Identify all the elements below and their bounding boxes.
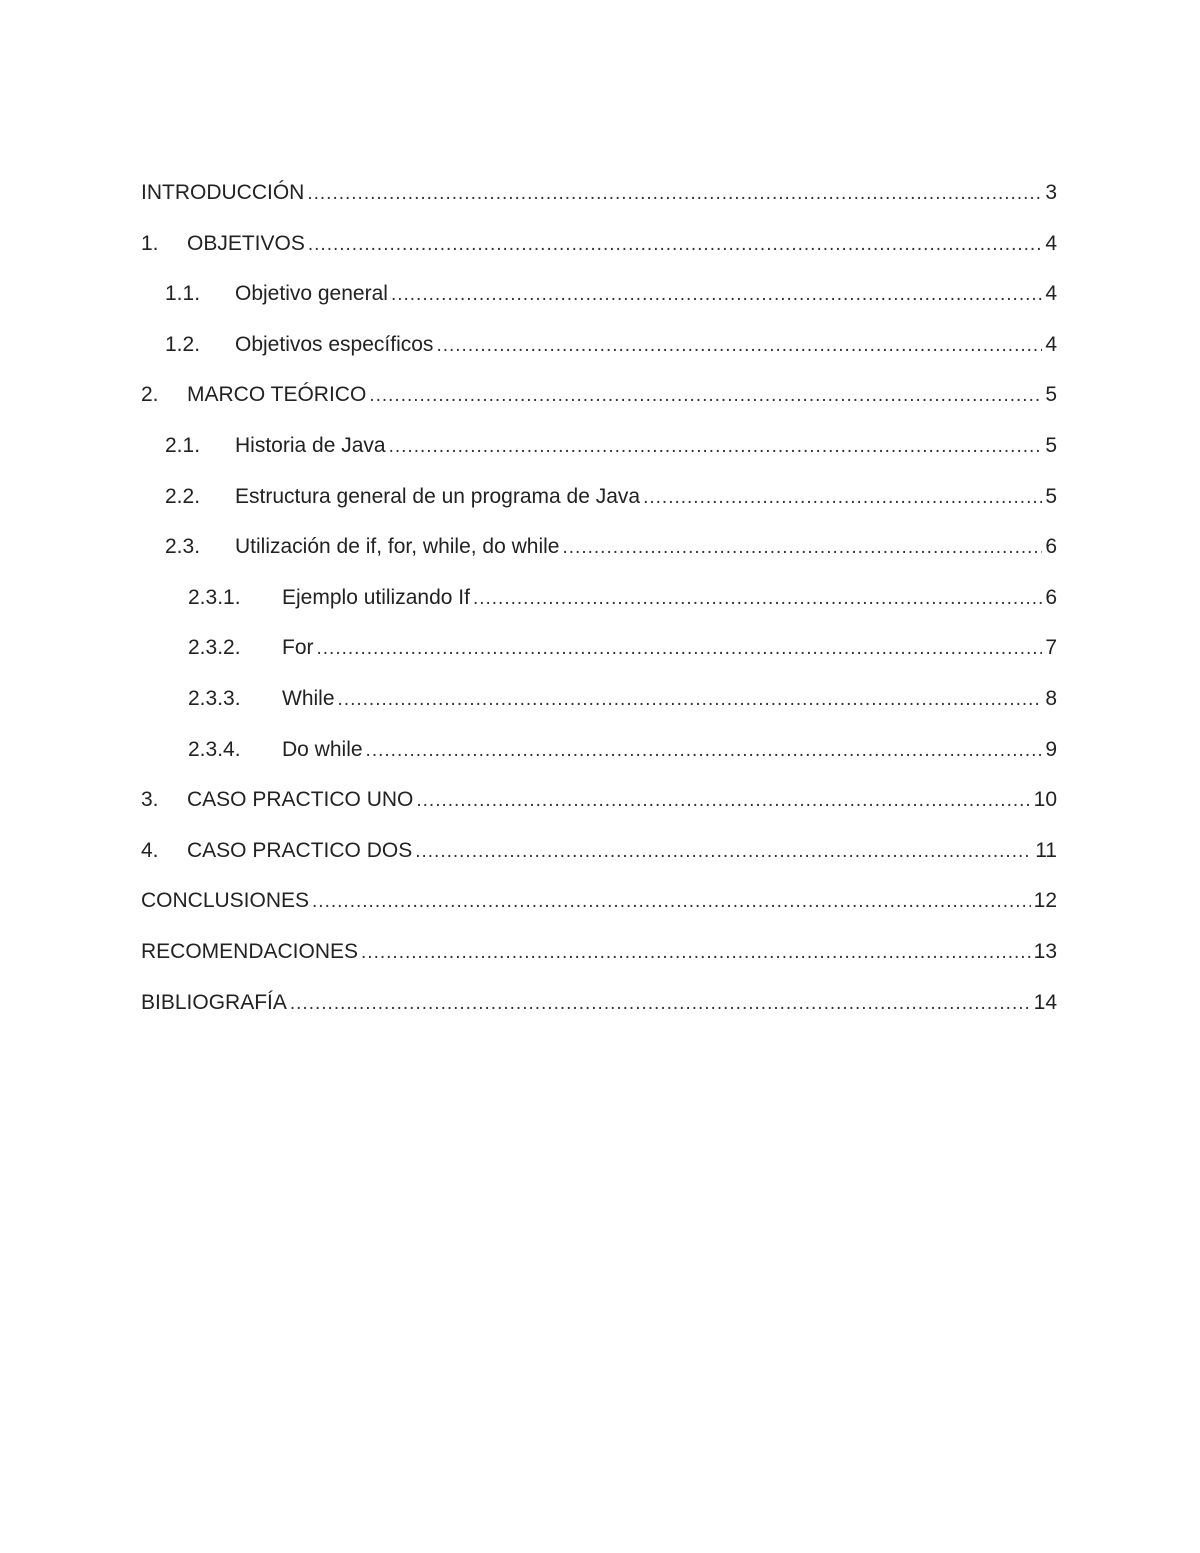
- toc-page-number: 10: [1033, 788, 1057, 812]
- toc-dot-leader: [338, 675, 1043, 726]
- toc-entry-title: BIBLIOGRAFÍA: [141, 990, 287, 1014]
- toc-entry-title: Utilización de if, for, while, do while: [235, 535, 560, 559]
- toc-page-number: 7: [1045, 636, 1057, 660]
- toc-page-number: 4: [1045, 332, 1057, 356]
- toc-dot-leader: [361, 928, 1031, 979]
- toc-page-number: 4: [1045, 282, 1057, 306]
- toc-entry-number: 2.3.4.: [188, 737, 241, 761]
- toc-page-number: 9: [1045, 737, 1057, 761]
- toc-entry-title: Estructura general de un programa de Java: [235, 484, 641, 508]
- toc-dot-leader: [366, 726, 1043, 777]
- toc-entry-title: While: [282, 686, 335, 710]
- toc-entry-number: 2.3.1.: [188, 585, 241, 609]
- toc-entry-estructura-general[interactable]: [141, 472, 1057, 523]
- toc-entry-title: CASO PRACTICO UNO: [187, 788, 414, 812]
- toc-dot-leader: [317, 624, 1043, 675]
- toc-dot-leader: [369, 371, 1042, 422]
- toc-dot-leader: [416, 776, 1030, 827]
- toc-entry-objetivos[interactable]: [141, 219, 1057, 270]
- toc-entry-number: 2.2.: [165, 484, 201, 508]
- toc-entry-caso-practico-dos[interactable]: [141, 826, 1057, 877]
- toc-entry-marco-teorico[interactable]: [141, 370, 1057, 421]
- toc-page-number: 13: [1033, 939, 1057, 963]
- toc-dot-leader: [473, 574, 1042, 625]
- toc-entry-number: 2.: [141, 383, 159, 407]
- toc-entry-number: 3.: [141, 788, 159, 812]
- toc-dot-leader: [308, 220, 1042, 271]
- toc-entry-number: 1.2.: [165, 332, 201, 356]
- toc-page-number: 6: [1045, 535, 1057, 559]
- toc-dot-leader: [307, 169, 1042, 220]
- toc-entry-for[interactable]: [141, 623, 1057, 674]
- toc-page-number: 3: [1045, 181, 1057, 204]
- toc-page-number: 6: [1045, 585, 1057, 609]
- toc-entry-title: OBJETIVOS: [187, 231, 305, 255]
- toc-dot-leader: [290, 979, 1031, 1030]
- toc-page-number: 5: [1045, 383, 1057, 407]
- toc-entry-objetivos-especificos[interactable]: [141, 320, 1057, 371]
- toc-entry-utilizacion[interactable]: [141, 522, 1057, 573]
- toc-dot-leader: [563, 523, 1043, 574]
- toc-entry-while[interactable]: [141, 674, 1057, 725]
- toc-page-number: 12: [1033, 889, 1057, 913]
- toc-dot-leader: [415, 827, 1032, 878]
- toc-entry-title: Objetivo general: [235, 282, 388, 306]
- toc-entry-title: Do while: [282, 737, 363, 761]
- toc-dot-leader: [312, 877, 1031, 928]
- toc-entry-historia-de-java[interactable]: [141, 421, 1057, 472]
- toc-page-number: 5: [1045, 484, 1057, 508]
- table-of-contents: [141, 168, 1057, 1028]
- toc-entry-recomendaciones[interactable]: [141, 927, 1057, 978]
- toc-entry-introduccion[interactable]: [141, 168, 1057, 219]
- toc-entry-ejemplo-if[interactable]: [141, 573, 1057, 624]
- toc-dot-leader: [389, 422, 1043, 473]
- toc-page-number: 5: [1045, 433, 1057, 457]
- toc-entry-title: For: [282, 636, 314, 660]
- toc-entry-number: 1.1.: [165, 282, 201, 306]
- toc-dot-leader: [391, 270, 1042, 321]
- toc-entry-do-while[interactable]: [141, 725, 1057, 776]
- toc-entry-title: Ejemplo utilizando If: [282, 585, 470, 609]
- toc-entry-objetivo-general[interactable]: [141, 269, 1057, 320]
- toc-entry-title: Historia de Java: [235, 433, 386, 457]
- toc-entry-number: 2.3.: [165, 535, 201, 559]
- toc-dot-leader: [436, 321, 1042, 372]
- toc-page-number: 8: [1045, 686, 1057, 710]
- toc-entry-caso-practico-uno[interactable]: [141, 775, 1057, 826]
- toc-entry-number: 2.3.2.: [188, 636, 241, 660]
- toc-entry-conclusiones[interactable]: [141, 876, 1057, 927]
- toc-entry-number: 2.3.3.: [188, 686, 241, 710]
- toc-entry-title: MARCO TEÓRICO: [187, 383, 367, 407]
- toc-entry-bibliografia[interactable]: [141, 978, 1057, 1029]
- toc-entry-title: CONCLUSIONES: [141, 889, 310, 913]
- toc-entry-title: CASO PRACTICO DOS: [187, 838, 413, 862]
- toc-page-number: 4: [1045, 231, 1057, 255]
- toc-page-number: 11: [1035, 838, 1057, 862]
- toc-entry-title: INTRODUCCIÓN: [141, 181, 305, 204]
- toc-entry-title: RECOMENDACIONES: [141, 939, 359, 963]
- toc-entry-number: 1.: [141, 231, 159, 255]
- toc-page-number: 14: [1033, 990, 1057, 1014]
- toc-entry-number: 4.: [141, 838, 159, 862]
- toc-dot-leader: [643, 473, 1042, 524]
- toc-entry-title: Objetivos específicos: [235, 332, 434, 356]
- toc-entry-number: 2.1.: [165, 433, 201, 457]
